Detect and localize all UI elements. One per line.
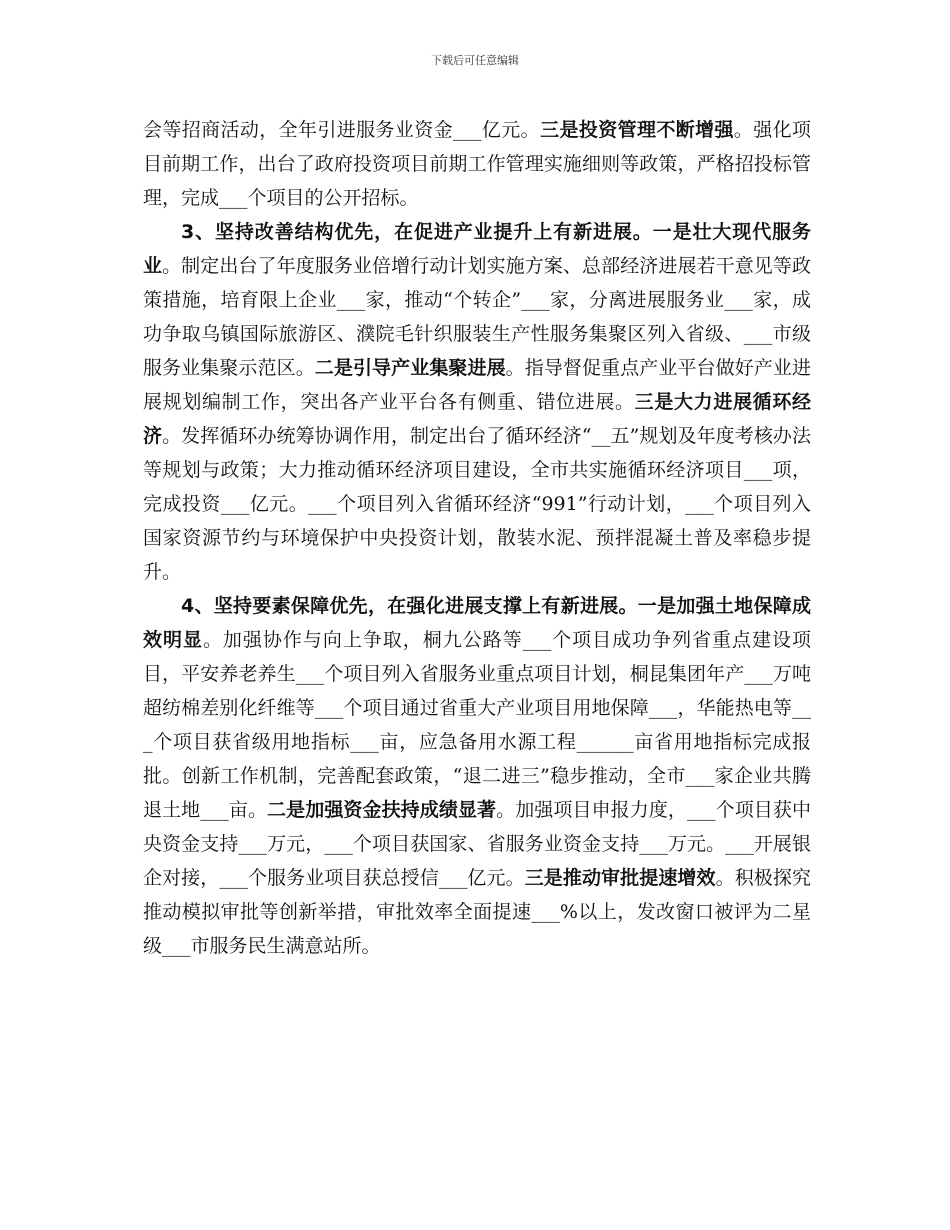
document-body (143, 113, 811, 963)
bold-text-run: 4、坚持要素保障优先，在强化进展支撑上有新进展。 (181, 595, 638, 617)
bold-text-run: 三是大力进展循环经济 (143, 391, 811, 447)
paragraph-1 (143, 113, 811, 215)
bold-text-run: 一是壮大现代服务业 (143, 221, 811, 277)
page-header: 下载后可任意编辑 (431, 54, 519, 67)
text-run: 。指导督促重点产业平台做好产业进展规划编制工作，突出各产业平台各有侧重、错位进展。 (143, 357, 811, 413)
text-run: 。制定出台了年度服务业倍增行动计划实施方案、总部经济进展若干意见等政策措施，培育限上企业___家，推动“个转企”___家，分离进展服务业___家，成功争取乌镇国际旅游区、濮院毛针织服装生产性服务集聚区列入省级、___市级服务业集聚示范区。 (143, 255, 811, 379)
text-run: 。加强项目申报力度，___个项目获中央资金支持___万元，___个项目获国家、省服务业资金支持___万元。___开展银企对接，___个服务业项目获总授信___亿元。 (143, 799, 811, 889)
bold-text-run: 二是引导产业集聚进展 (314, 357, 506, 379)
bold-text-run: 三是投资管理不断增强 (540, 119, 734, 141)
bold-text-run: 三是推动审批提速增效 (524, 867, 716, 889)
paragraph-2 (143, 215, 811, 589)
bold-text-run: 一是加强土地保障成效明显 (143, 595, 811, 651)
bold-text-run: 二是加强资金扶持成绩显著 (267, 799, 497, 821)
paragraph-3 (143, 589, 811, 963)
text-run: 会等招商活动，全年引进服务业资金___亿元。 (143, 119, 541, 141)
text-run: 。强化项目前期工作，出台了政府投资项目前期工作管理实施细则等政策，严格招投标管理，完成___个项目的公开招标。 (143, 119, 811, 209)
text-run: 。积极探究推动模拟审批等创新举措，审批效率全面提速___%以上，发改窗口被评为二星级___市服务民生满意站所。 (143, 867, 811, 957)
bold-text-run: 3、坚持改善结构优先，在促进产业提升上有新进展。 (181, 221, 653, 243)
text-run: 。发挥循环办统筹协调作用，制定出台了循环经济“__五”规划及年度考核办法等规划与政策；大力推动循环经济项目建设，全市共实施循环经济项目___项，完成投资___亿元。___个项目列入省循环经济“991”行动计划，___个项目列入国家资源节约与环境保护中央投资计划，散装水泥、预拌混凝土普及率稳步提升。 (143, 425, 811, 583)
text-run: 。加强协作与向上争取，桐九公路等___个项目成功争列省重点建设项目，平安养老养生___个项目列入省服务业重点项目计划，桐昆集团年产___万吨超纺棉差别化纤维等___个项目通过省重大产业项目用地保障___，华能热电等___个项目获省级用地指标___亩，应急备用水源工程______亩省用地指标完成报批。创新工作机制，完善配套政策，“退二进三”稳步推动，全市___家企业共腾退土地___亩。 (143, 629, 811, 821)
